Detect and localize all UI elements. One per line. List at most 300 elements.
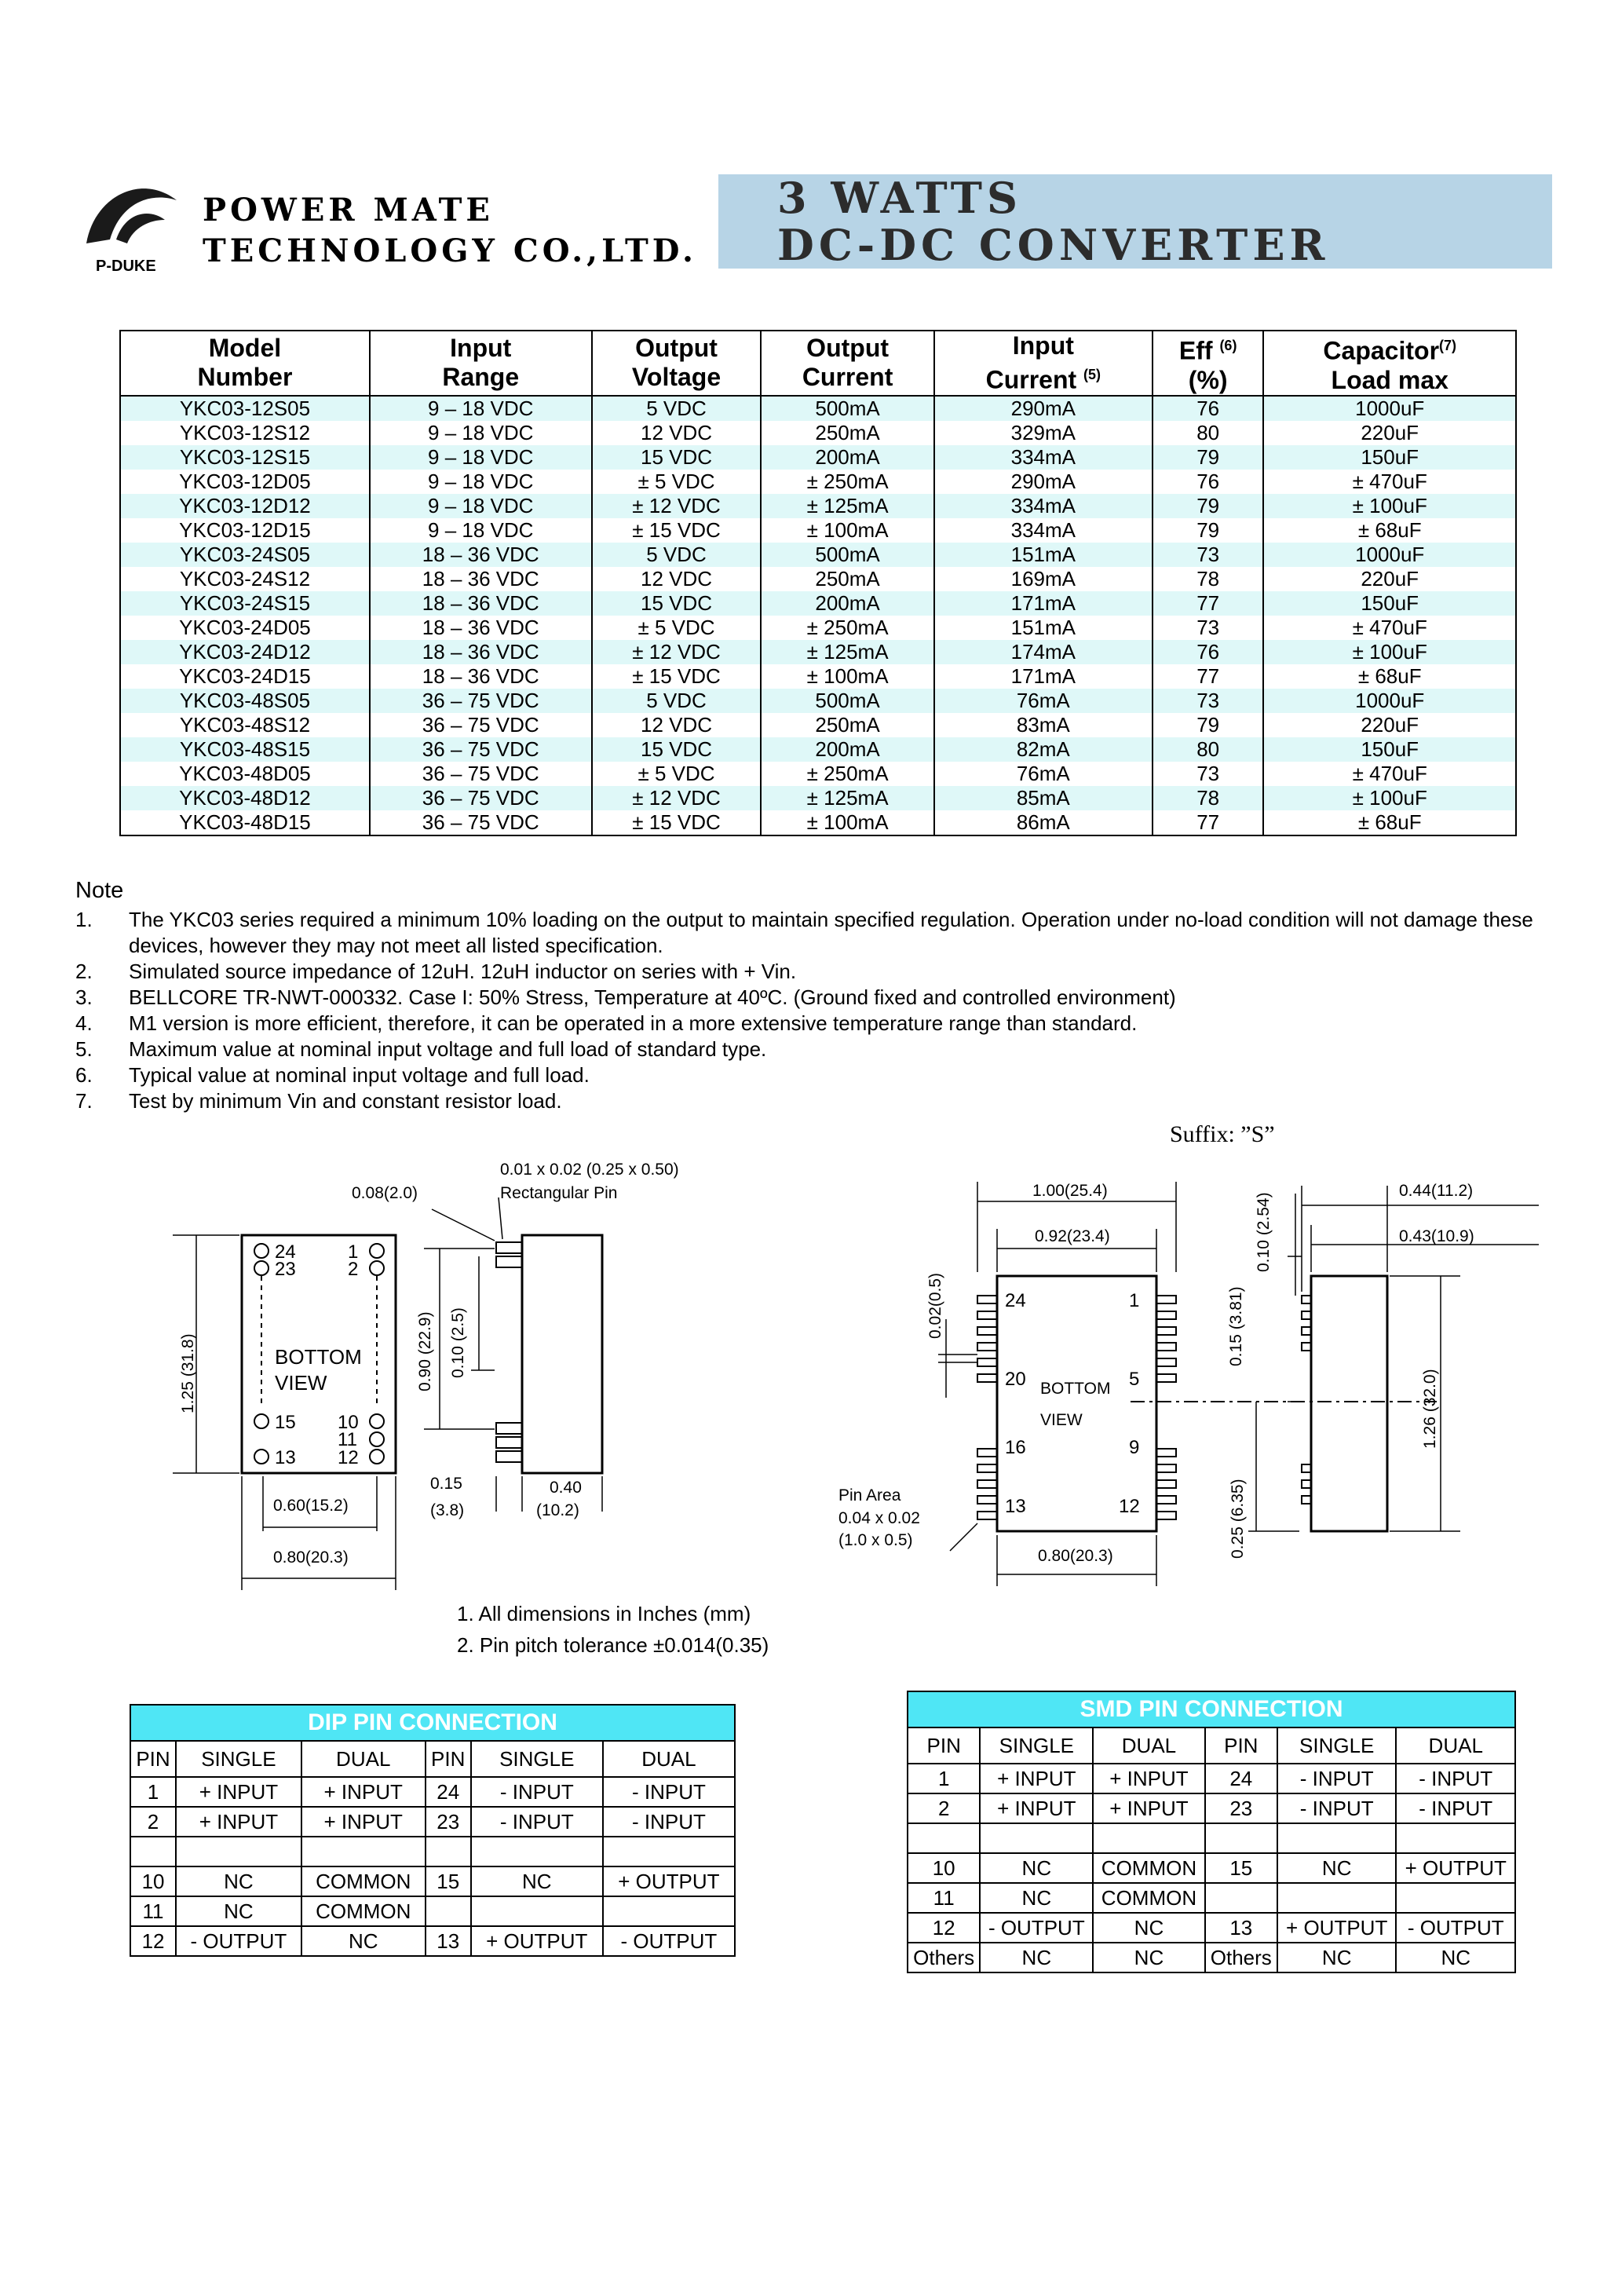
pin-table-column-header: DUAL — [1396, 1727, 1515, 1764]
spec-cell: 1000uF — [1263, 396, 1516, 421]
dip-standoff-1: 0.15 — [430, 1475, 462, 1493]
pin-table-cell: NC — [1277, 1853, 1397, 1883]
spec-cell: ± 5 VDC — [592, 616, 762, 640]
spec-cell: ± 250mA — [761, 470, 933, 494]
spec-cell: 5 VDC — [592, 689, 762, 713]
pin-table-cell: NC — [471, 1866, 603, 1896]
smd-pin-label: 12 — [1119, 1496, 1140, 1517]
pin-table-cell: NC — [176, 1866, 301, 1896]
pin-table-cell: - OUTPUT — [176, 1926, 301, 1956]
spec-cell: 79 — [1153, 518, 1264, 543]
pin-table-cell — [1396, 1883, 1515, 1913]
spec-cell: ± 12 VDC — [592, 640, 762, 664]
spec-cell: 5 VDC — [592, 543, 762, 567]
spec-cell: 12 VDC — [592, 421, 762, 445]
note-text: Typical value at nominal input voltage and full load. — [129, 1063, 590, 1087]
pin-table-cell — [1093, 1823, 1204, 1853]
pin-table-row — [908, 1764, 1515, 1793]
spec-cell: 12 VDC — [592, 713, 762, 737]
pin-table-cell: - OUTPUT — [1396, 1913, 1515, 1943]
spec-cell: YKC03-12D12 — [120, 494, 370, 518]
spec-cell: 220uF — [1263, 421, 1516, 445]
smd-pin-area-3: (1.0 x 0.5) — [838, 1531, 913, 1549]
note-number: 1. — [75, 908, 93, 931]
pin-table-cell: 10 — [908, 1853, 980, 1883]
pin-table-row — [130, 1807, 735, 1837]
spec-cell: 15 VDC — [592, 737, 762, 762]
pin-table-cell: 24 — [426, 1777, 471, 1807]
spec-cell: 200mA — [761, 445, 933, 470]
pin-table-cell: 10 — [130, 1866, 176, 1896]
smd-pin-label: 5 — [1129, 1369, 1140, 1390]
pin-table-cell — [1205, 1883, 1277, 1913]
pin-table-cell: NC — [1396, 1943, 1515, 1972]
pin-table-cell: + INPUT — [980, 1764, 1093, 1793]
spec-cell: YKC03-12D15 — [120, 518, 370, 543]
dip-pin-label: 10 — [338, 1412, 359, 1433]
spec-cell: YKC03-12S15 — [120, 445, 370, 470]
pin-table-cell: 15 — [1205, 1853, 1277, 1883]
spec-cell: 334mA — [934, 445, 1153, 470]
spec-cell: 150uF — [1263, 737, 1516, 762]
smd-pin-area-2: 0.04 x 0.02 — [838, 1509, 920, 1527]
header-input-range: Input Range — [370, 331, 592, 396]
spec-cell: 76 — [1153, 640, 1264, 664]
note-number: 4. — [75, 1011, 93, 1035]
spec-cell: 73 — [1153, 543, 1264, 567]
pin-table-column-header: SINGLE — [471, 1741, 603, 1777]
pin-table-cell: + INPUT — [1093, 1793, 1204, 1823]
pin-table-cell — [1396, 1823, 1515, 1853]
note-number: 5. — [75, 1037, 93, 1061]
pin-table-cell: COMMON — [1093, 1853, 1204, 1883]
header-input-current: Input Current $^{(5)}$ — [934, 331, 1153, 396]
spec-cell: 250mA — [761, 421, 933, 445]
spec-cell: 36 – 75 VDC — [370, 689, 592, 713]
pin-table-row — [908, 1793, 1515, 1823]
spec-cell: 18 – 36 VDC — [370, 664, 592, 689]
spec-cell: 151mA — [934, 543, 1153, 567]
spec-cell: 151mA — [934, 616, 1153, 640]
dip-pin-table — [130, 1704, 736, 1957]
spec-cell: ± 250mA — [761, 762, 933, 786]
pin-table-row — [908, 1913, 1515, 1943]
smd-side-pins — [1302, 1296, 1311, 1504]
pin-table-cell: + OUTPUT — [603, 1866, 735, 1896]
spec-cell: 73 — [1153, 689, 1264, 713]
spec-cell: 73 — [1153, 762, 1264, 786]
pin-table-cell: 23 — [1205, 1793, 1277, 1823]
pin-table-column-header: DUAL — [603, 1741, 735, 1777]
pin-table-cell: COMMON — [1093, 1883, 1204, 1913]
pin-table-cell: 2 — [130, 1807, 176, 1837]
spec-cell: YKC03-48S12 — [120, 713, 370, 737]
pin-table-cell: 12 — [130, 1926, 176, 1956]
pin-table-cell: - INPUT — [471, 1777, 603, 1807]
pin-table-cell: 13 — [1205, 1913, 1277, 1943]
spec-cell: 18 – 36 VDC — [370, 640, 592, 664]
spec-cell: 85mA — [934, 786, 1153, 810]
pin-table-cell: NC — [176, 1896, 301, 1926]
spec-cell: 18 – 36 VDC — [370, 567, 592, 591]
spec-cell: ± 470uF — [1263, 762, 1516, 786]
pin-table-cell: NC — [1093, 1943, 1204, 1972]
header-output-current: Output Current — [761, 331, 933, 396]
spec-cell: ± 5 VDC — [592, 470, 762, 494]
spec-cell: YKC03-48D15 — [120, 810, 370, 835]
pin-table-cell: 11 — [130, 1896, 176, 1926]
spec-cell: 82mA — [934, 737, 1153, 762]
pin-table-row — [908, 1853, 1515, 1883]
spec-cell: 77 — [1153, 810, 1264, 835]
pin-table-cell — [471, 1896, 603, 1926]
pin-table-column-header: DUAL — [1093, 1727, 1204, 1764]
pin-table-cell — [1277, 1883, 1397, 1913]
spec-cell: YKC03-24D05 — [120, 616, 370, 640]
pin-table-cell — [426, 1837, 471, 1866]
spec-cell: ± 250mA — [761, 616, 933, 640]
spec-cell: 12 VDC — [592, 567, 762, 591]
pin-table-cell: + INPUT — [176, 1807, 301, 1837]
pin-table-cell — [1277, 1823, 1397, 1853]
pin-table-column-header: PIN — [908, 1727, 980, 1764]
spec-cell: 79 — [1153, 445, 1264, 470]
dip-pin-type: Rectangular Pin — [500, 1184, 618, 1202]
spec-cell: 18 – 36 VDC — [370, 616, 592, 640]
dip-pin-label: 24 — [275, 1241, 296, 1263]
smd-pin-offset: 0.15 (3.81) — [1227, 1286, 1245, 1366]
spec-cell: 200mA — [761, 591, 933, 616]
dimension-note-2: 2. Pin pitch tolerance ±0.014(0.35) — [457, 1633, 769, 1657]
dip-body-side-view — [522, 1235, 602, 1473]
pin-table-cell: NC — [980, 1853, 1093, 1883]
dip-pin-label: 11 — [338, 1429, 357, 1450]
spec-cell: 290mA — [934, 470, 1153, 494]
spec-cell: 15 VDC — [592, 445, 762, 470]
spec-cell: 36 – 75 VDC — [370, 810, 592, 835]
spec-cell: ± 125mA — [761, 494, 933, 518]
pin-table-cell — [603, 1896, 735, 1926]
spec-cell: ± 100mA — [761, 664, 933, 689]
banner-title-line2: DC-DC CONVERTER — [777, 220, 1330, 270]
spec-cell: 220uF — [1263, 713, 1516, 737]
pin-table-row — [130, 1837, 735, 1866]
dip-pin-label: 23 — [275, 1259, 296, 1280]
pin-table-row — [130, 1926, 735, 1956]
smd-pin-height: 0.02(0.5) — [926, 1272, 944, 1339]
spec-cell: 500mA — [761, 689, 933, 713]
spec-cell: 80 — [1153, 737, 1264, 762]
company-name-line1: POWER MATE — [203, 192, 494, 229]
spec-cell: 500mA — [761, 396, 933, 421]
pin-table-cell: NC — [301, 1926, 426, 1956]
pin-table-cell: 12 — [908, 1913, 980, 1943]
dimension-note-1: 1. All dimensions in Inches (mm) — [457, 1602, 751, 1625]
spec-cell: 171mA — [934, 664, 1153, 689]
spec-cell: YKC03-12S12 — [120, 421, 370, 445]
smd-body-width: 0.80(20.3) — [1038, 1547, 1113, 1565]
spec-cell: 9 – 18 VDC — [370, 445, 592, 470]
smd-pin-label: 9 — [1129, 1437, 1140, 1458]
pin-table-cell: - INPUT — [1396, 1764, 1515, 1793]
dip-pin-label: 1 — [348, 1241, 359, 1263]
spec-cell: ± 100mA — [761, 518, 933, 543]
spec-cell: 79 — [1153, 494, 1264, 518]
smd-pin-label: 16 — [1005, 1437, 1026, 1458]
pin-table-cell: 11 — [908, 1883, 980, 1913]
pin-table-cell — [130, 1837, 176, 1866]
spec-cell: 9 – 18 VDC — [370, 494, 592, 518]
dip-pin-size: 0.01 x 0.02 (0.25 x 0.50) — [500, 1161, 679, 1179]
dip-depth-1: 0.40 — [550, 1479, 582, 1497]
company-name-line2: TECHNOLOGY CO.,LTD. — [203, 232, 697, 269]
spec-cell: 9 – 18 VDC — [370, 518, 592, 543]
smd-pin-table — [907, 1691, 1516, 1973]
spec-cell: ± 470uF — [1263, 470, 1516, 494]
spec-cell: ± 15 VDC — [592, 810, 762, 835]
spec-cell: ± 12 VDC — [592, 786, 762, 810]
pin-table-column-header: PIN — [130, 1741, 176, 1777]
spec-cell: 78 — [1153, 567, 1264, 591]
notes-title: Note — [75, 878, 124, 903]
spec-cell: 9 – 18 VDC — [370, 421, 592, 445]
pin-table-row — [130, 1866, 735, 1896]
dip-pin-row-width: 0.60(15.2) — [273, 1497, 349, 1515]
spec-cell: 73 — [1153, 616, 1264, 640]
spec-cell: ± 12 VDC — [592, 494, 762, 518]
smd-width-inner: 0.92(23.4) — [1035, 1227, 1110, 1245]
spec-cell: YKC03-24S05 — [120, 543, 370, 567]
pin-table-cell: 15 — [426, 1866, 471, 1896]
note-number: 7. — [75, 1089, 93, 1113]
pin-table-cell: NC — [980, 1883, 1093, 1913]
spec-cell: 174mA — [934, 640, 1153, 664]
pin-table-row — [908, 1943, 1515, 1972]
pin-table-row — [908, 1823, 1515, 1853]
spec-cell: 36 – 75 VDC — [370, 713, 592, 737]
note-text: The YKC03 series required a minimum 10% loading on the output to maintain specified regulation. Operation under no-load condition will not damage these devices, however they may not meet all listed specification. — [129, 908, 1533, 957]
spec-cell: 18 – 36 VDC — [370, 543, 592, 567]
spec-cell: 76 — [1153, 396, 1264, 421]
dip-width: 0.80(20.3) — [273, 1548, 349, 1567]
dip-depth-2: (10.2) — [536, 1501, 579, 1519]
smd-left-pins — [977, 1296, 997, 1519]
spec-cell: 86mA — [934, 810, 1153, 835]
spec-cell: 5 VDC — [592, 396, 762, 421]
spec-cell: 250mA — [761, 567, 933, 591]
smd-height: 1.26 (32.0) — [1421, 1369, 1439, 1449]
pin-table-header-row — [130, 1741, 735, 1777]
spec-cell: YKC03-48D05 — [120, 762, 370, 786]
pin-table-header-row — [908, 1727, 1515, 1764]
spec-cell: ± 100mA — [761, 810, 933, 835]
pin-table-cell: + INPUT — [301, 1777, 426, 1807]
dip-pin-offset: 0.08(2.0) — [352, 1184, 418, 1202]
spec-cell: ± 68uF — [1263, 518, 1516, 543]
header-capacitor: Capacitor$^{(7)}$ Load max — [1263, 331, 1516, 396]
spec-cell: 250mA — [761, 713, 933, 737]
pin-table-cell: + INPUT — [980, 1793, 1093, 1823]
pin-table-cell: COMMON — [301, 1896, 426, 1926]
spec-cell: 77 — [1153, 664, 1264, 689]
logo-wordmark: P-DUKE — [96, 258, 156, 275]
spec-cell: 150uF — [1263, 445, 1516, 470]
dip-pin-label: 15 — [275, 1412, 296, 1433]
spec-cell: 1000uF — [1263, 543, 1516, 567]
dip-pin-pitch: 0.10 (2.5) — [449, 1307, 467, 1378]
spec-cell: 9 – 18 VDC — [370, 470, 592, 494]
spec-cell: YKC03-48S05 — [120, 689, 370, 713]
pin-table-cell: 13 — [426, 1926, 471, 1956]
dip-pin-label: 2 — [348, 1259, 359, 1280]
smd-width-outer: 1.00(25.4) — [1032, 1182, 1108, 1200]
note-text: Test by minimum Vin and constant resistor load. — [129, 1089, 562, 1113]
note-text: BELLCORE TR-NWT-000332. Case I: 50% Stress, Temperature at 40ºC. (Ground fixed and controlled environment) — [129, 985, 1176, 1009]
banner-title-line1: 3 WATTS — [777, 173, 1022, 223]
pin-table-cell: + INPUT — [301, 1807, 426, 1837]
spec-cell: YKC03-24D15 — [120, 664, 370, 689]
pin-table-cell: 24 — [1205, 1764, 1277, 1793]
note-number: 3. — [75, 985, 93, 1009]
spec-cell: 500mA — [761, 543, 933, 567]
spec-cell: 200mA — [761, 737, 933, 762]
pin-table-cell — [908, 1823, 980, 1853]
spec-cell: ± 100uF — [1263, 640, 1516, 664]
dip-height: 1.25 (31.8) — [179, 1333, 197, 1413]
smd-pin-table-title: SMD PIN CONNECTION — [908, 1691, 1515, 1727]
smd-body-side-view — [1311, 1276, 1387, 1531]
spec-cell: YKC03-12D05 — [120, 470, 370, 494]
pin-table-row — [130, 1777, 735, 1807]
pin-table-column-header: PIN — [1205, 1727, 1277, 1764]
spec-cell: ± 5 VDC — [592, 762, 762, 786]
header-eff: Eff $^{(6)}$ (%) — [1153, 331, 1264, 396]
suffix-label: Suffix: ”S” — [1170, 1121, 1275, 1147]
note-text: Maximum value at nominal input voltage and full load of standard type. — [129, 1037, 767, 1061]
spec-cell: 76 — [1153, 470, 1264, 494]
spec-cell: 9 – 18 VDC — [370, 396, 592, 421]
smd-bottom-view-1: BOTTOM — [1040, 1380, 1111, 1398]
smd-body-bottom-view — [997, 1276, 1156, 1531]
dip-standoff-2: (3.8) — [430, 1501, 465, 1519]
pin-table-row — [130, 1896, 735, 1926]
spec-cell: 78 — [1153, 786, 1264, 810]
pin-table-cell: + OUTPUT — [471, 1926, 603, 1956]
pin-table-column-header: SINGLE — [1277, 1727, 1397, 1764]
spec-cell: 36 – 75 VDC — [370, 737, 592, 762]
spec-cell: YKC03-24D12 — [120, 640, 370, 664]
pin-table-cell: 23 — [426, 1807, 471, 1837]
spec-cell: 220uF — [1263, 567, 1516, 591]
pin-table-cell: - INPUT — [471, 1807, 603, 1837]
pin-table-cell: NC — [1093, 1913, 1204, 1943]
spec-cell: ± 68uF — [1263, 810, 1516, 835]
pin-table-column-header: DUAL — [301, 1741, 426, 1777]
pin-table-row — [908, 1883, 1515, 1913]
dip-bottom-view-2: VIEW — [275, 1371, 327, 1395]
spec-cell: 169mA — [934, 567, 1153, 591]
spec-cell: YKC03-48S15 — [120, 737, 370, 762]
smd-depth-outer: 0.44(11.2) — [1399, 1182, 1474, 1200]
smd-pin-pitch: 0.10 (2.54) — [1255, 1192, 1273, 1272]
spec-cell: ± 15 VDC — [592, 664, 762, 689]
spec-cell: 76mA — [934, 689, 1153, 713]
note-number: 6. — [75, 1063, 93, 1087]
spec-cell: 36 – 75 VDC — [370, 786, 592, 810]
note-number: 2. — [75, 960, 93, 983]
spec-cell: 150uF — [1263, 591, 1516, 616]
pin-table-cell: - OUTPUT — [603, 1926, 735, 1956]
dip-pin-label: 12 — [338, 1447, 359, 1468]
spec-cell: ± 100uF — [1263, 786, 1516, 810]
spec-cell: 76mA — [934, 762, 1153, 786]
pin-table-cell: Others — [1205, 1943, 1277, 1972]
spec-cell: 36 – 75 VDC — [370, 762, 592, 786]
spec-cell: ± 100uF — [1263, 494, 1516, 518]
spec-cell: ± 15 VDC — [592, 518, 762, 543]
pin-table-column-header: SINGLE — [980, 1727, 1093, 1764]
spec-cell: 80 — [1153, 421, 1264, 445]
pin-table-cell — [426, 1896, 471, 1926]
pin-table-cell: + OUTPUT — [1396, 1853, 1515, 1883]
dip-pin-table-title: DIP PIN CONNECTION — [130, 1705, 735, 1741]
spec-cell: ± 125mA — [761, 786, 933, 810]
dip-bottom-view-1: BOTTOM — [275, 1345, 362, 1369]
pin-table-cell: + OUTPUT — [1277, 1913, 1397, 1943]
smd-pin-label: 1 — [1129, 1290, 1140, 1311]
pin-table-cell: - INPUT — [603, 1777, 735, 1807]
pin-table-cell: NC — [1277, 1943, 1397, 1972]
header-model: Model Number — [120, 331, 370, 396]
note-text: M1 version is more efficient, therefore, it can be operated in a more extensive temperature range than standard. — [129, 1011, 1138, 1035]
spec-cell: 77 — [1153, 591, 1264, 616]
spec-cell: 290mA — [934, 396, 1153, 421]
pin-table-cell: - INPUT — [1277, 1793, 1397, 1823]
spec-cell: ± 125mA — [761, 640, 933, 664]
spec-cell: 1000uF — [1263, 689, 1516, 713]
pin-table-cell: + INPUT — [1093, 1764, 1204, 1793]
smd-bottom-offset: 0.25 (6.35) — [1229, 1479, 1247, 1559]
pin-table-cell: + INPUT — [176, 1777, 301, 1807]
smd-depth-inner: 0.43(10.9) — [1399, 1227, 1474, 1245]
smd-pin-area-1: Pin Area — [838, 1486, 901, 1504]
spec-cell: YKC03-12S05 — [120, 396, 370, 421]
spec-cell: ± 470uF — [1263, 616, 1516, 640]
pin-table-column-header: SINGLE — [176, 1741, 301, 1777]
smd-right-pins — [1156, 1296, 1176, 1519]
pin-table-cell — [301, 1837, 426, 1866]
spec-cell: 79 — [1153, 713, 1264, 737]
pin-table-cell: - INPUT — [1396, 1793, 1515, 1823]
spec-cell: 334mA — [934, 494, 1153, 518]
spec-cell: 83mA — [934, 713, 1153, 737]
spec-cell: 329mA — [934, 421, 1153, 445]
pin-table-cell: NC — [980, 1943, 1093, 1972]
spec-cell: ± 68uF — [1263, 664, 1516, 689]
pin-table-cell — [1205, 1823, 1277, 1853]
dip-pin-span: 0.90 (22.9) — [416, 1311, 434, 1391]
pin-table-cell: - INPUT — [1277, 1764, 1397, 1793]
pin-table-cell: COMMON — [301, 1866, 426, 1896]
pin-table-cell — [176, 1837, 301, 1866]
spec-cell: 18 – 36 VDC — [370, 591, 592, 616]
pin-table-cell: Others — [908, 1943, 980, 1972]
pin-table-cell: 1 — [130, 1777, 176, 1807]
pin-table-cell — [980, 1823, 1093, 1853]
spec-cell: YKC03-48D12 — [120, 786, 370, 810]
spec-cell: 15 VDC — [592, 591, 762, 616]
smd-bottom-view-2: VIEW — [1040, 1411, 1083, 1429]
